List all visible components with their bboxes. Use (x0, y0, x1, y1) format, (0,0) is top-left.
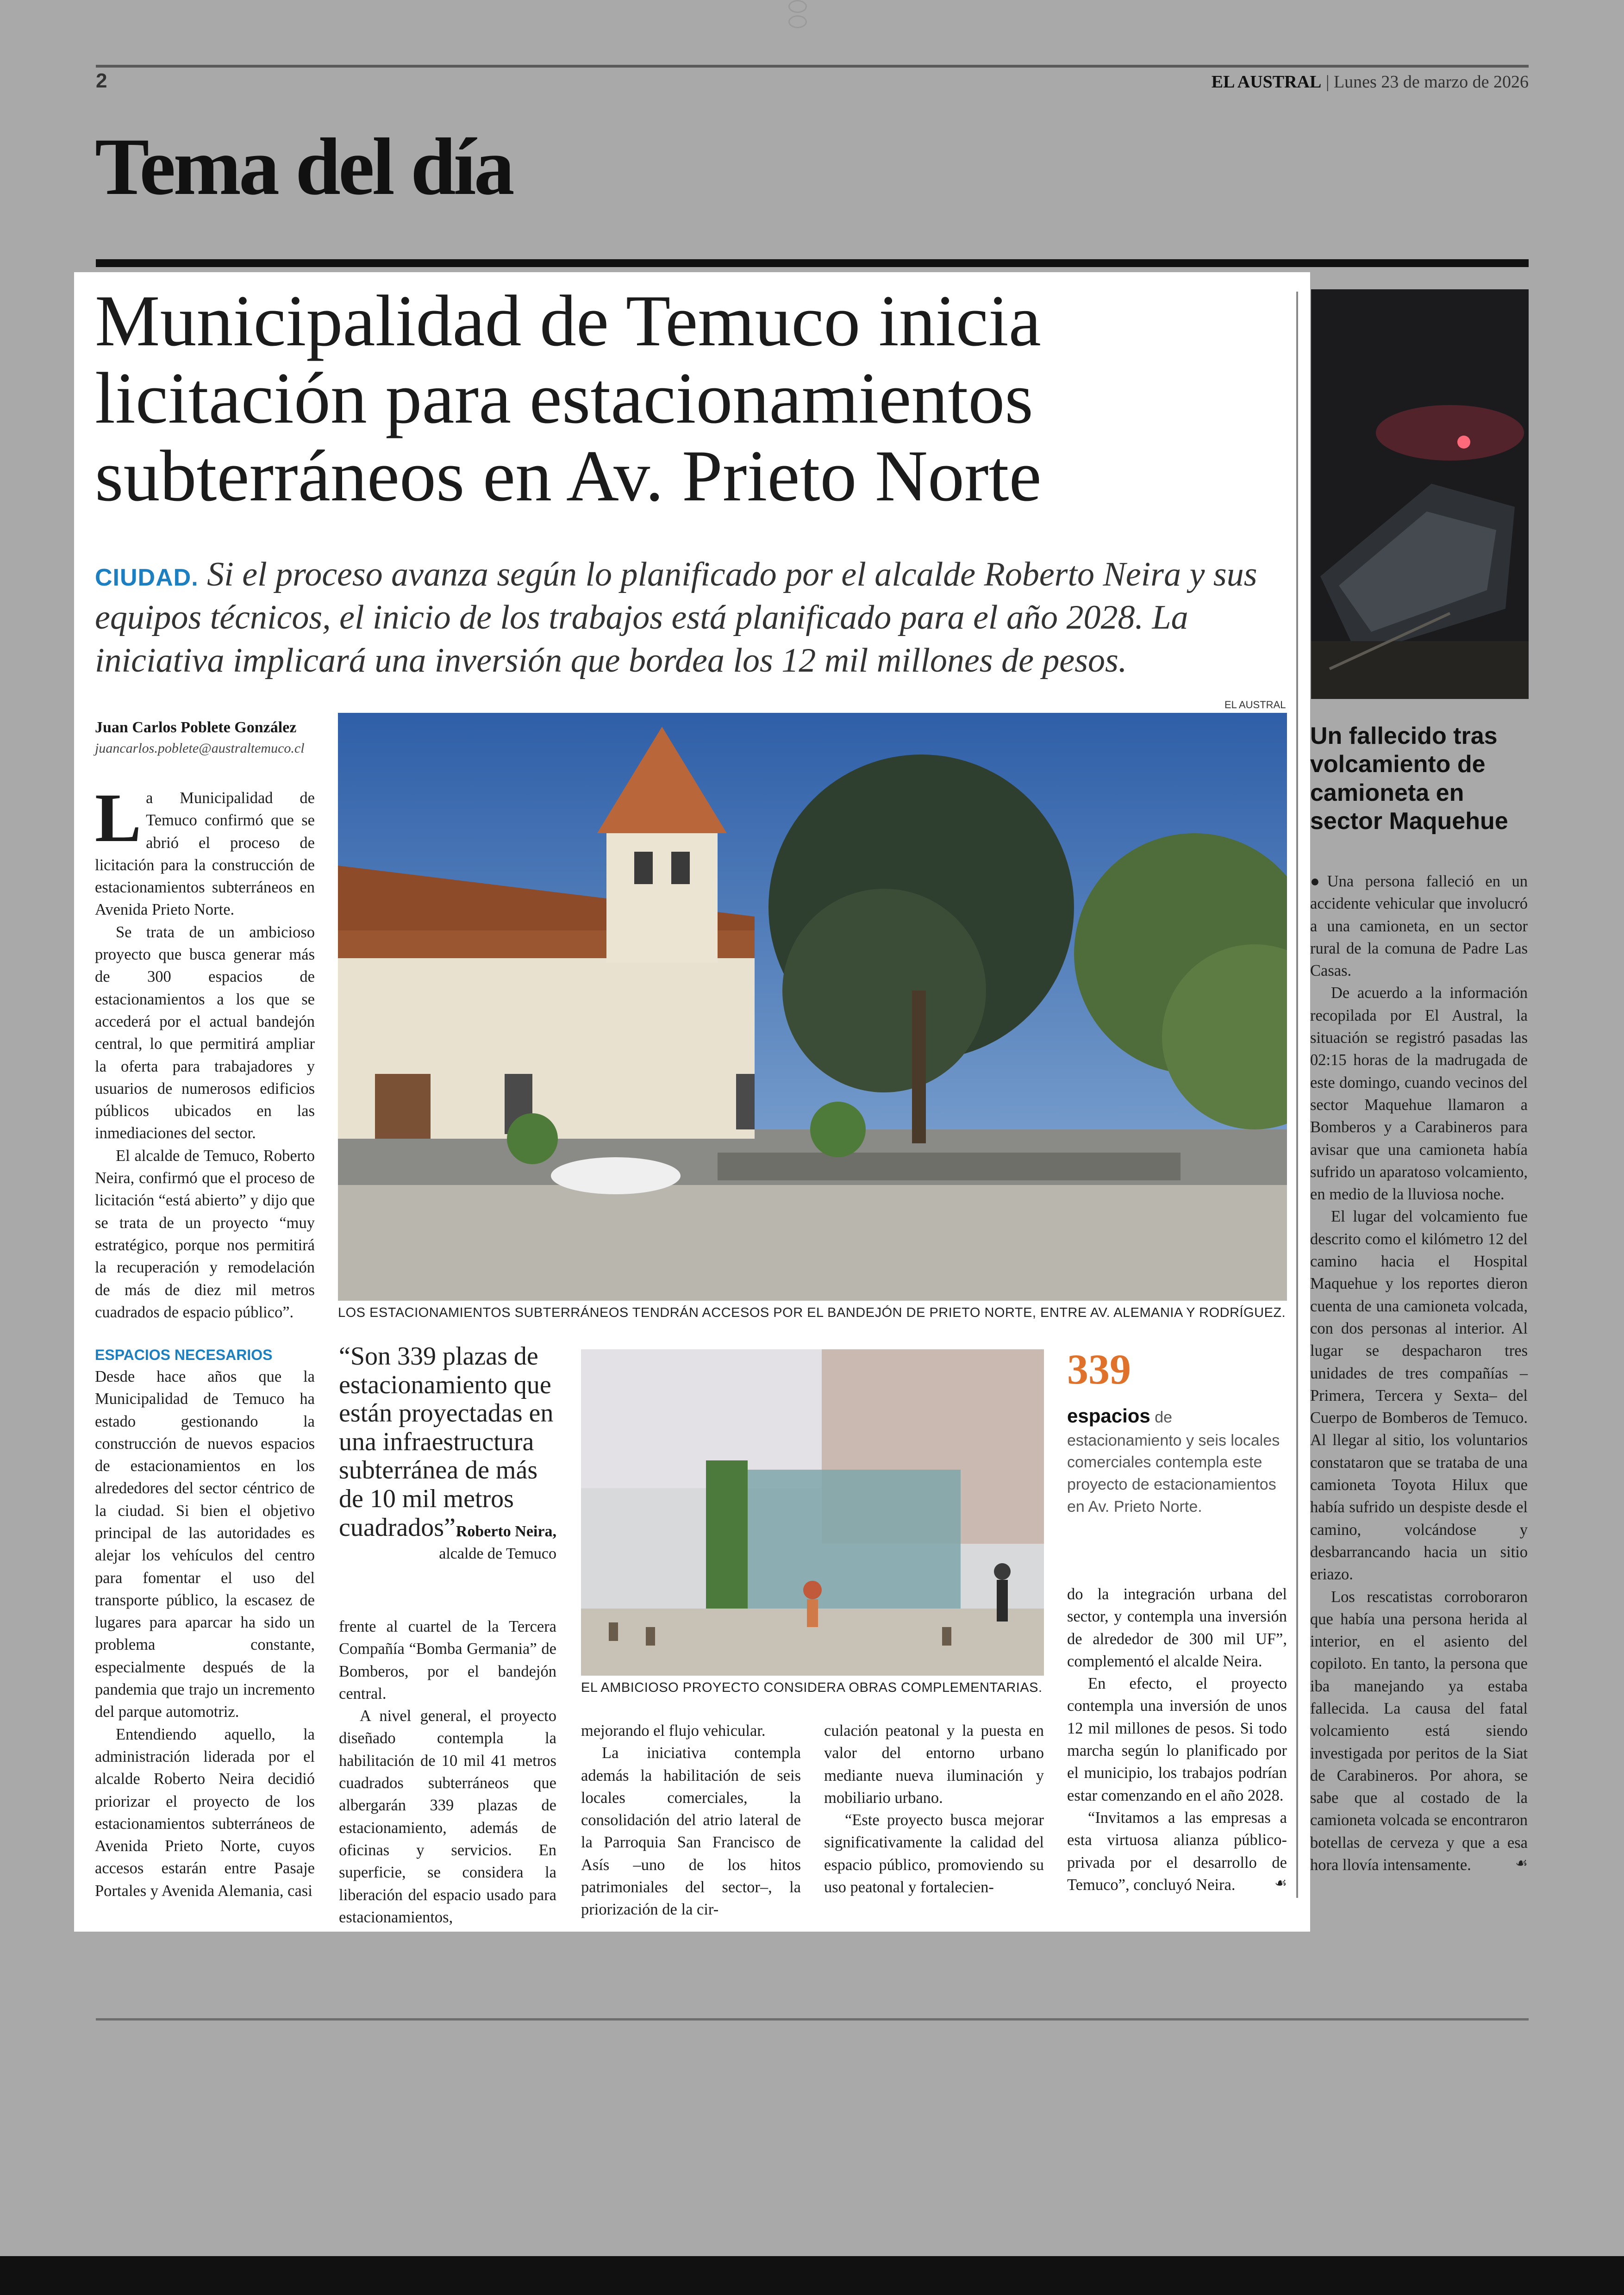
section-rule (96, 259, 1529, 267)
end-mark-icon: ☙ (1515, 1855, 1528, 1872)
stat-text: de estacionamiento y seis locales comerciales contempla este proyecto de estacionamientos en Av. Prieto Norte. (1067, 1409, 1280, 1515)
quote-name: Roberto Neira, (456, 1523, 556, 1540)
masthead-name: EL AUSTRAL (1211, 72, 1322, 92)
paragraph: “Invitamos a las empresas a esta virtuosa alianza público-privada por el desarrollo de Temuco”, concluyó Neira. ☙ (1067, 1809, 1287, 1894)
paragraph: La Municipalidad de Temuco confirmó que se abrió el proceso de licitación para la construcción de estacionamientos subterráneos en Avenida Prieto Norte. (95, 780, 315, 919)
crash-photo (1311, 289, 1529, 699)
deck-text: Si el proceso avanza según lo planificado por el alcalde Roberto Neira y sus equipos técnicos, el inicio de los trabajos está planificado para el año 2028. La iniciativa implicará una inversión que bordea los 12 mil millones de pesos. (95, 555, 1257, 680)
quote-attribution (339, 1521, 556, 1565)
article-column-1 (95, 780, 315, 1902)
article-column-2 (339, 1615, 556, 1928)
photo-caption: LOS ESTACIONAMIENTOS SUBTERRÁNEOS TENDRÁN ACCESOS POR EL BANDEJÓN DE PRIETO NORTE, ENTRE AV. ALEMANIA Y RODRÍGUEZ. (338, 1305, 1286, 1320)
top-rule (96, 65, 1529, 68)
paragraph: frente al cuartel de la Tercera Compañía “Bomba Germania” de Bomberos, por el bandejón central. (339, 1618, 556, 1703)
article-column-3 (581, 1720, 801, 1921)
sidebar-column (1310, 870, 1528, 1876)
end-mark-icon: ☙ (1274, 1875, 1287, 1891)
stat-label (1067, 1403, 1280, 1518)
paragraph: Entendiendo aquello, la administración liderada por el alcalde Roberto Neira decidió priorizar el proyecto de los estacionamientos subterráneos de Avenida Prieto Norte, cuyos accesos estarán entre Pasaje Portales y Avenida Alemania, casi (95, 1725, 315, 1900)
paragraph: Se trata de un ambicioso proyecto que busca generar más de 300 espacios de estacionamientos a los que se accederá por el actual bandejón central, lo que permitirá ampliar la oferta para trabajadores y usuarios de numerosos edificios públicos ubicados en las inmediaciones del sector. (95, 923, 315, 1142)
quote-role: alcalde de Temuco (439, 1545, 556, 1562)
paragraph: Desde hace años que la Municipalidad de Temuco ha estado gestionando la construcción de nuevos espacios de estacionamientos en los alrededores del sector céntrico de la ciudad. Si bien el objetivo principal de las autoridades es alejar los vehículos del centro para fomentar el uso del transporte público, la escasez de lugares para aparcar ha sido un problema constante, especialmente después de la pandemia que trajo un incremento del parque automotriz. (95, 1367, 315, 1721)
paragraph: ●Una persona falleció en un accidente vehicular que involucró a una camioneta, en un sector rural de la comuna de Padre Las Casas. (1310, 873, 1528, 980)
paragraph: La iniciativa contempla además la habilitación de seis locales comerciales, la consolidación del atrio lateral de la Parroquia San Francisco de Asís –uno de los hitos patrimoniales del sector–, la priorización de la cir- (581, 1744, 801, 1919)
paragraph: culación peatonal y la puesta en valor del entorno urbano mediante nueva iluminación y mobiliario urbano. (824, 1722, 1044, 1807)
paragraph: “Este proyecto busca mejorar significativamente la calidad del espacio público, promoviendo su uso peatonal y fortalecien- (824, 1811, 1044, 1896)
drop-cap: L (95, 780, 142, 856)
page-indicator-dots (785, 0, 836, 12)
article-deck (95, 553, 1299, 683)
paragraph: El lugar del volcamiento fue descrito como el kilómetro 12 del camino hacia el Hospital Maquehue y los reportes dieron cuenta de una camioneta volcada, con dos personas al interior. Al lugar se despacharon tres unidades de tres compañías –Primera, Tercera y Sexta– del Cuerpo de Bomberos de Temuco. Al llegar al sitio, los voluntarios constataron que se trataba de una camioneta Toyota Hilux que había sufrido un despiste desde el camino, volcándose y desbarrancando hacia un sitio eriazo. (1310, 1208, 1528, 1584)
column-divider (1296, 292, 1298, 1898)
masthead: EL AUSTRAL | Lunes 23 de marzo de 2026 (1211, 72, 1529, 92)
church-photo (338, 713, 1287, 1301)
photo-credit: EL AUSTRAL (1224, 699, 1286, 711)
paragraph: A nivel general, el proyecto diseñado contempla la habilitación de 10 mil 41 metros cuadrados subterráneos que albergarán 339 plazas de estacionamiento, además de oficinas y servicios. En superficie, se considera la liberación del espacio usado para estacionamientos, (339, 1707, 556, 1926)
author-email: juancarlos.poblete@australtemuco.cl (95, 741, 305, 756)
photo-caption: EL AMBICIOSO PROYECTO CONSIDERA OBRAS COMPLEMENTARIAS. (581, 1680, 1043, 1695)
viewer-bottom-bar (0, 2256, 1624, 2295)
sidebar-headline: Un fallecido tras volcamiento de camioneta en sector Maquehue (1310, 723, 1508, 835)
paragraph: do la integración urbana del sector, y contempla una inversión de alrededor de 300 mil UF”, complementó el alcalde Neira. (1067, 1585, 1287, 1670)
author-name: Juan Carlos Poblete González (95, 719, 297, 736)
article-headline: Municipalidad de Temuco inicia licitación para estacionamientos subterráneos en Av. Prieto Norte (95, 281, 1042, 517)
deck-kicker: CIUDAD. (95, 564, 199, 591)
paragraph: El alcalde de Temuco, Roberto Neira, confirmó que el proceso de licitación “está abierto” y dijo que se trata de un proyecto “muy estratégico, porque nos permitirá la recuperación y remodelación de más de diez mil metros cuadrados de espacio público”. (95, 1147, 315, 1321)
stat-bold: espacios (1067, 1405, 1150, 1427)
paragraph: De acuerdo a la información recopilada por El Austral, la situación se registró pasadas las 02:15 horas de la madrugada de este domingo, cuando vecinos del sector Maquehue llamaron a Bomberos y a Carabineros para avisar que una camioneta había sufrido un aparatoso volcamiento, en medio de la lluviosa noche. (1310, 984, 1528, 1204)
pull-quote: “Son 339 plazas de estacionamiento que están proyectadas en una infraestructura subterránea de más de 10 mil metros cuadrados”. (339, 1342, 554, 1542)
page-number: 2 (96, 69, 107, 92)
project-render-photo (581, 1349, 1044, 1676)
masthead-date: Lunes 23 de marzo de 2026 (1333, 72, 1529, 92)
paragraph: Los rescatistas corroboraron que había una persona herida al interior, en el asiento del copiloto. En tanto, la persona que iba manejando ya estaba fallecida. La causa del fatal volcamiento está siendo investigada por peritos de la Siat de Carabineros. Por ahora, se sabe que al costado de la camioneta volcada se encontraron botellas de cerveza y que a esa hora llovía intensamente. ☙ (1310, 1588, 1528, 1874)
article-column-5 (1067, 1583, 1287, 1896)
subhead: ESPACIOS NECESARIOS (95, 1347, 273, 1364)
section-title: Tema del día (95, 122, 512, 212)
bottom-rule (96, 2018, 1529, 2021)
paragraph: En efecto, el proyecto contempla una inversión de unos 12 mil millones de pesos. Si todo marcha según lo planificado por el municipio, los trabajos podrían estar comenzando en el año 2028. (1067, 1675, 1287, 1804)
paragraph: mejorando el flujo vehicular. (581, 1722, 766, 1740)
article-column-4 (824, 1720, 1044, 1898)
stat-number: 339 (1067, 1346, 1131, 1393)
